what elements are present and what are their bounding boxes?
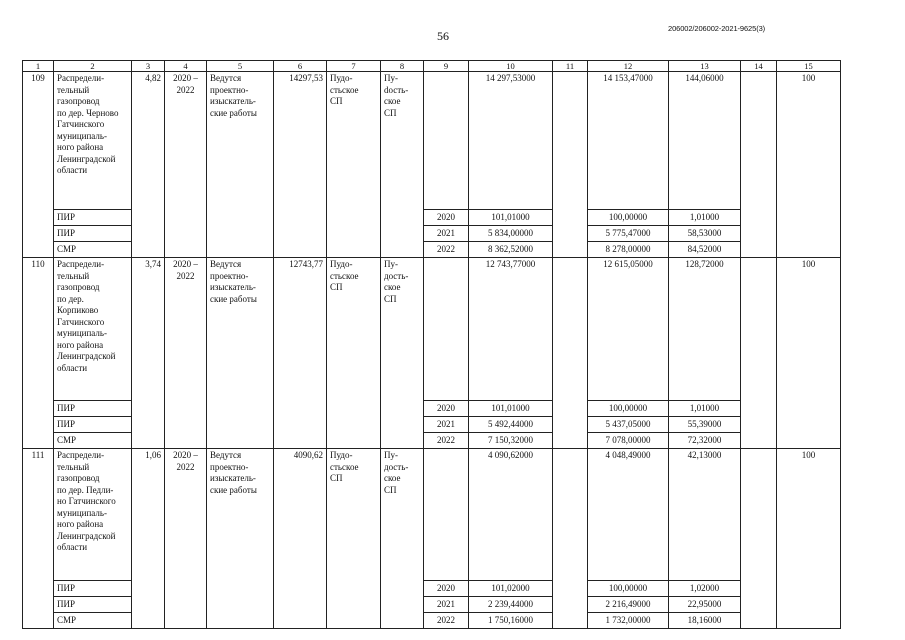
total-col13: 128,72000: [669, 258, 741, 401]
owner: Пу- дость- ское СП: [381, 258, 424, 449]
customer: Пудо- стьское СП: [327, 449, 381, 629]
amount-col12: 100,00000: [588, 581, 669, 597]
document-code: 206002/206002-2021-9625(3): [668, 24, 766, 33]
customer: Пудо- стьское СП: [327, 258, 381, 449]
total-col10: 12 743,77000: [469, 258, 553, 401]
object-name: Распредели- тельный газопровод по дер. Корпиково Гатчинского муниципаль- ного района Ленинградской области: [54, 258, 132, 401]
work-status: Ведутся проектно- изыскатель- ские работы: [207, 72, 274, 258]
amount-col10: 8 362,52000: [469, 242, 553, 258]
total-col13: 42,13000: [669, 449, 741, 581]
amount-col13: 58,53000: [669, 226, 741, 242]
years-range: 2020 – 2022: [165, 72, 207, 258]
sub-year: 2021: [424, 226, 469, 242]
sub-year: 2022: [424, 433, 469, 449]
estimated-cost: 14297,53: [274, 72, 327, 258]
work-type: СМР: [54, 433, 132, 449]
year-blank: [424, 258, 469, 401]
estimated-cost: 12743,77: [274, 258, 327, 449]
length-km: 3,74: [132, 258, 165, 449]
work-type: ПИР: [54, 597, 132, 613]
amount-col12: 5 437,05000: [588, 417, 669, 433]
col11-blank: [553, 449, 588, 629]
row-number: 109: [23, 72, 54, 258]
amount-col10: 5 834,00000: [469, 226, 553, 242]
header-cell: 10: [469, 61, 553, 72]
length-km: 4,82: [132, 72, 165, 258]
amount-col12: 2 216,49000: [588, 597, 669, 613]
amount-col13: 18,16000: [669, 613, 741, 629]
work-type: ПИР: [54, 581, 132, 597]
header-cell: 7: [327, 61, 381, 72]
header-cell: 4: [165, 61, 207, 72]
work-type: СМР: [54, 613, 132, 629]
amount-col10: 5 492,44000: [469, 417, 553, 433]
amount-col10: 7 150,32000: [469, 433, 553, 449]
sub-year: 2021: [424, 597, 469, 613]
header-cell: 2: [54, 61, 132, 72]
record-row: [23, 449, 841, 581]
amount-col12: 5 775,47000: [588, 226, 669, 242]
year-blank: [424, 72, 469, 210]
amount-col12: 1 732,00000: [588, 613, 669, 629]
owner: Пу- dость- ское СП: [381, 72, 424, 258]
total-col10: 4 090,62000: [469, 449, 553, 581]
estimated-cost: 4090,62: [274, 449, 327, 629]
col11-blank: [553, 258, 588, 449]
amount-col10: 101,02000: [469, 581, 553, 597]
work-type: ПИР: [54, 226, 132, 242]
col14-blank: [741, 449, 777, 629]
amount-col13: 22,95000: [669, 597, 741, 613]
amount-col12: 100,00000: [588, 401, 669, 417]
header-cell: 12: [588, 61, 669, 72]
total-col12: 4 048,49000: [588, 449, 669, 581]
work-type: СМР: [54, 242, 132, 258]
completion-percent: 100: [777, 72, 841, 258]
object-name: Распредели- тельный газопровод по дер. Черново Гатчинского муниципаль- ного района Ленинградской области: [54, 72, 132, 210]
amount-col13: 1,01000: [669, 401, 741, 417]
work-type: ПИР: [54, 210, 132, 226]
header-cell: 15: [777, 61, 841, 72]
header-cell: 6: [274, 61, 327, 72]
record-row: [23, 72, 841, 210]
total-col12: 12 615,05000: [588, 258, 669, 401]
completion-percent: 100: [777, 449, 841, 629]
page-number: 56: [437, 29, 449, 43]
header-cell: 13: [669, 61, 741, 72]
header-cell: 1: [23, 61, 54, 72]
amount-col13: 84,52000: [669, 242, 741, 258]
sub-year: 2022: [424, 613, 469, 629]
col11-blank: [553, 72, 588, 258]
work-type: ПИР: [54, 417, 132, 433]
amount-col13: 1,02000: [669, 581, 741, 597]
work-status: Ведутся проектно- изыскатель- ские работы: [207, 258, 274, 449]
program-table: [22, 60, 841, 629]
header-cell: 5: [207, 61, 274, 72]
header-cell: 9: [424, 61, 469, 72]
row-number: 110: [23, 258, 54, 449]
amount-col12: 7 078,00000: [588, 433, 669, 449]
years-range: 2020 – 2022: [165, 449, 207, 629]
amount-col10: 1 750,16000: [469, 613, 553, 629]
amount-col13: 1,01000: [669, 210, 741, 226]
work-status: Ведутся проектно- изыскатель- ские работы: [207, 449, 274, 629]
sub-year: 2020: [424, 401, 469, 417]
header-cell: 3: [132, 61, 165, 72]
sub-year: 2020: [424, 581, 469, 597]
total-col13: 144,06000: [669, 72, 741, 210]
record-row: [23, 258, 841, 401]
col14-blank: [741, 258, 777, 449]
amount-col12: 8 278,00000: [588, 242, 669, 258]
row-number: 111: [23, 449, 54, 629]
header-cell: 14: [741, 61, 777, 72]
header-row: [23, 61, 841, 72]
amount-col10: 2 239,44000: [469, 597, 553, 613]
total-col12: 14 153,47000: [588, 72, 669, 210]
completion-percent: 100: [777, 258, 841, 449]
amount-col10: 101,01000: [469, 401, 553, 417]
header-cell: 11: [553, 61, 588, 72]
sub-year: 2021: [424, 417, 469, 433]
amount-col10: 101,01000: [469, 210, 553, 226]
owner: Пу- дость- ское СП: [381, 449, 424, 629]
work-type: ПИР: [54, 401, 132, 417]
sub-year: 2020: [424, 210, 469, 226]
sub-year: 2022: [424, 242, 469, 258]
amount-col13: 72,32000: [669, 433, 741, 449]
col14-blank: [741, 72, 777, 258]
year-blank: [424, 449, 469, 581]
object-name: Распредели- тельный газопровод по дер. Педли- но Гатчинского муниципаль- ного района Ленинградской области: [54, 449, 132, 581]
length-km: 1,06: [132, 449, 165, 629]
header-cell: 8: [381, 61, 424, 72]
total-col10: 14 297,53000: [469, 72, 553, 210]
customer: Пудо- стьское СП: [327, 72, 381, 258]
years-range: 2020 – 2022: [165, 258, 207, 449]
amount-col13: 55,39000: [669, 417, 741, 433]
amount-col12: 100,00000: [588, 210, 669, 226]
